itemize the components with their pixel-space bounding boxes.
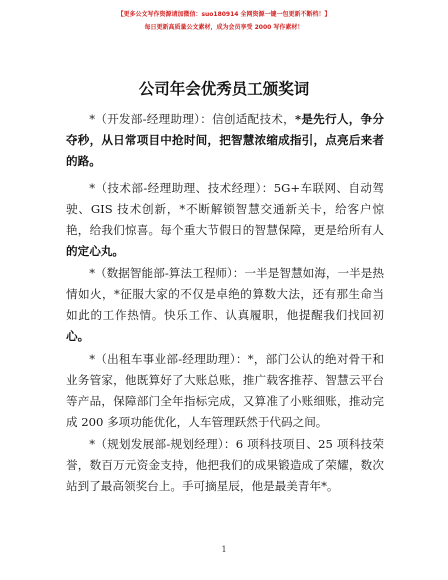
- paragraph-text: *（出租车事业部-经理助理）：*，部门公认的绝对骨干和业务管家，他既算好了大账总账，推广载客推荐、智慧云平台等产品，保障部门全年指标完成，又算准了小账细账，推动完成 200 多项功能优化，人车管理跃然于代码之间。: [66, 352, 384, 429]
- paragraph-bold-text: 的定心丸。: [66, 244, 124, 258]
- award-paragraph: [66, 349, 384, 433]
- award-paragraph: [66, 434, 384, 497]
- document-title: 公司年会优秀员工颁奖词: [138, 80, 310, 98]
- award-paragraph: [66, 178, 384, 262]
- paragraph-text: *（技术部-经理助理、技术经理）：5G+车联网、自动驾驶、GIS 技术创新，*不断解锁智慧交通新关卡，给客户惊艳，给我们惊喜。每个重大节假日的智慧保障，更是给所有人: [66, 181, 384, 237]
- award-paragraph: [66, 109, 384, 172]
- paragraph-bold-text: 心。: [66, 329, 90, 343]
- paragraph-text: *（开发部-经理助理）：信创适配技术，: [89, 112, 295, 126]
- promo-banner-line-2: 每日更新高质量公文素材，成为会员享受 2000 写作素材！: [144, 24, 304, 31]
- paragraph-bold-text: *是先行人，争分夺秒，从日常项目中抢时间，把智慧浓缩成指引，点亮后来者的路。: [66, 112, 384, 168]
- page-number: 1: [221, 545, 227, 554]
- paragraph-text: *（规划发展部-规划经理）：6 项科技项目、25 项科技荣誉，数百万元资金支持，他把我们的成果锻造成了荣耀，数次站到了最高领奖台上。手可摘星辰，他是最美青年*。: [66, 437, 384, 493]
- paragraph-text: *（数据智能部-算法工程师）：一半是智慧如海，一半是热情如火，*征服大家的不仅是卓绝的算数大法，还有那生命当如此的工作热情。快乐工作、认真履职，他提醒我们找回初: [66, 266, 384, 322]
- promo-banner-line-1: 【更多公文写作资源请加微信：suo180914 全网资源一键一包更新不断档！】: [117, 11, 331, 18]
- award-paragraph: [66, 263, 384, 347]
